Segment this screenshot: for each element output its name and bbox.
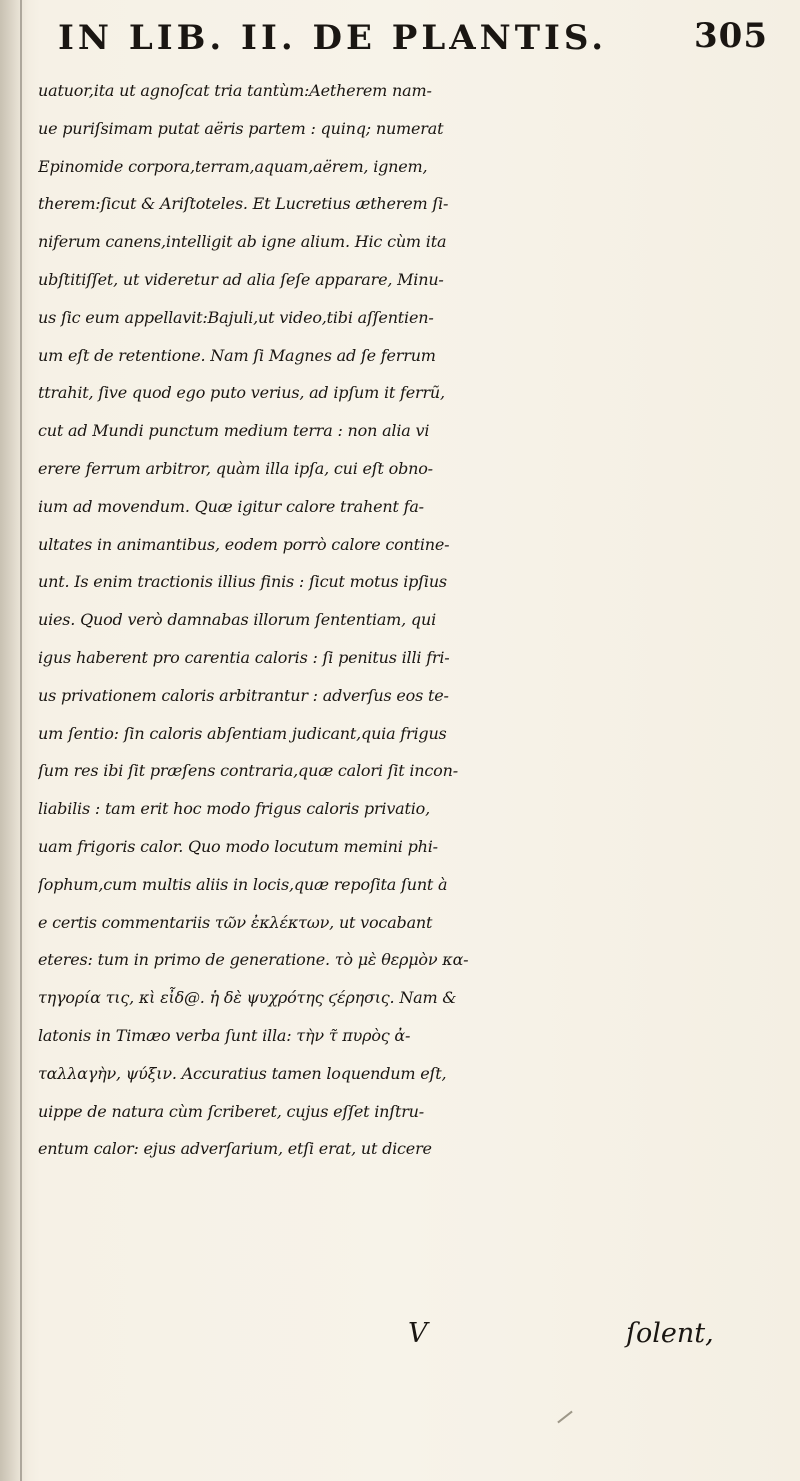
text-line: latonis in Timæo verba ſunt illa: τὴν τ̃ πυρὸς ἀ- xyxy=(38,1025,411,1045)
text-line: ium ad movendum. Quæ igitur calore trahent fa- xyxy=(38,496,424,516)
text-line: ultates in animantibus, eodem porrò calore contine- xyxy=(38,534,450,554)
text-line: um ſentio: ſin caloris abſentiam judicant,quia frigus xyxy=(38,723,447,743)
text-line: uies. Quod verò damnabas illorum ſententiam, qui xyxy=(38,610,436,630)
catchword-line xyxy=(408,1318,788,1358)
text-line: uam frigoris calor. Quo modo locutum memini phi- xyxy=(38,836,438,856)
text-line: uatuor,ita ut agnoſcat tria tantùm:Aetherem nam- xyxy=(38,81,432,100)
text-line: τηγορία τις, κὶ εἶδ@. ἡ δὲ ψυχρότης ϛέρησις. Nam & xyxy=(38,988,457,1008)
signature-mark: V xyxy=(408,1318,428,1349)
text-line: us privationem caloris arbitrantur : adverſus eos te- xyxy=(38,685,449,705)
text-line: us ſic eum appellavit:Bajuli,ut video,tibi aſſentien- xyxy=(38,307,434,327)
pencil-mark xyxy=(557,1411,572,1424)
text-line: therem:ſicut & Ariſtoteles. Et Lucretius ætherem ſi- xyxy=(38,194,449,214)
text-line: liabilis : tam erit hoc modo frigus caloris privatio, xyxy=(38,799,430,819)
catchword: ſolent, xyxy=(626,1318,714,1349)
text-line: uippe de natura cùm ſcriberet, cujus eſſet inſtru- xyxy=(38,1101,424,1121)
running-head-title: IN LIB. II. DE PLANTIS. xyxy=(58,18,608,58)
text-line: igus haberent pro carentia caloris : ſi penitus illi fri- xyxy=(38,647,450,667)
page-number: 305 xyxy=(694,16,768,56)
text-line: ue puriſsimam putat aëris partem : quinq; numerat xyxy=(38,118,444,138)
running-head xyxy=(58,8,778,68)
text-line: unt. Is enim tractionis illius finis : ſicut motus ipſius xyxy=(38,572,447,592)
gutter-shadow xyxy=(0,0,28,1481)
text-line: ſophum,cum multis aliis in locis,quæ repoſita ſunt à xyxy=(38,874,448,894)
text-line: cut ad Mundi punctum medium terra : non alia vi xyxy=(38,421,430,441)
text-line: ttrahit, ſive quod ego puto verius, ad ipſum it ferrũ, xyxy=(38,383,445,403)
text-line: ſum res ibi ſit præſens contraria,quæ calori ſit incon- xyxy=(38,761,458,781)
text-line: e certis commentariis τῶν ἐκλέκτων, ut vocabant xyxy=(38,912,433,932)
text-line: Epinomide corpora,terram,aquam,aërem, ignem, xyxy=(38,156,428,176)
text-line: um eſt de retentione. Nam ſi Magnes ad ſe ferrum xyxy=(38,345,436,365)
text-line: erere ferrum arbitror, quàm illa ipſa, cui eſt obno- xyxy=(38,458,433,478)
text-line: entum calor: ejus adverſarium, etſi erat, ut dicere xyxy=(38,1139,432,1159)
body-text xyxy=(38,72,778,1168)
gutter-rule xyxy=(20,0,22,1481)
text-line: ubſtitiſſet, ut videretur ad alia ſeſe apparare, Minu- xyxy=(38,269,444,289)
text-line: eteres: tum in primo de generatione. τὸ μὲ θερμὸν κα- xyxy=(38,950,469,970)
text-line: niferum canens,intelligit ab igne alium. Hic cùm ita xyxy=(38,232,447,252)
text-line: ταλλαγὴν, ψύξιν. Accuratius tamen loquendum eſt, xyxy=(38,1063,447,1083)
